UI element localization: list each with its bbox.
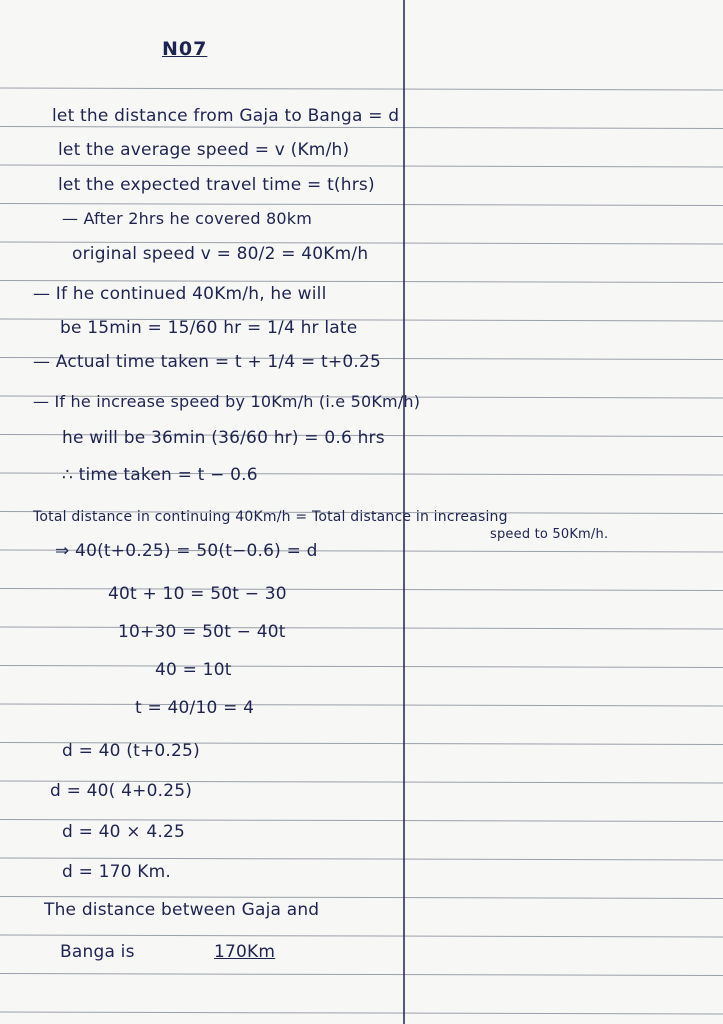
ruled-line (0, 974, 723, 976)
line-13: speed to 50Km/h. (490, 527, 609, 542)
ruled-line (0, 666, 723, 668)
ruled-line (0, 897, 723, 899)
ruled-line (0, 165, 723, 167)
ruled-line (0, 858, 723, 860)
line-11: ∴ time taken = t − 0.6 (62, 465, 258, 485)
line-19: d = 40 (t+0.25) (62, 741, 200, 761)
question-number: N07 (162, 38, 208, 60)
line-2: let the average speed = v (Km/h) (58, 140, 350, 160)
final-answer: 170Km (214, 942, 276, 962)
line-17: 40 = 10t (155, 660, 232, 680)
ruled-line (0, 704, 723, 706)
ruled-line (0, 627, 723, 629)
line-4: — After 2hrs he covered 80km (62, 209, 313, 228)
line-1: let the distance from Gaja to Banga = d (52, 106, 400, 126)
line-24: Banga is (60, 942, 135, 962)
line-6: — If he continued 40Km/h, he will (33, 284, 327, 304)
ruled-line (0, 204, 723, 206)
line-18: t = 40/10 = 4 (135, 698, 255, 718)
line-9: — If he increase speed by 10Km/h (i.e 50Km/h) (33, 392, 421, 411)
ruled-line (0, 281, 723, 283)
line-16: 10+30 = 50t − 40t (118, 622, 286, 642)
ruled-line (0, 1012, 723, 1014)
line-3: let the expected travel time = t(hrs) (58, 175, 375, 195)
line-12: Total distance in continuing 40Km/h = Total distance in increasing (33, 509, 508, 525)
line-5: original speed v = 80/2 = 40Km/h (72, 244, 369, 264)
line-20: d = 40( 4+0.25) (50, 781, 193, 801)
line-15: 40t + 10 = 50t − 30 (108, 584, 287, 604)
line-23: The distance between Gaja and (44, 900, 320, 920)
line-21: d = 40 × 4.25 (62, 822, 185, 842)
ruled-line (0, 935, 723, 937)
ruled-line (0, 127, 723, 129)
line-7: be 15min = 15/60 hr = 1/4 hr late (60, 318, 358, 338)
line-14: ⇒ 40(t+0.25) = 50(t−0.6) = d (55, 541, 318, 561)
line-22: d = 170 Km. (62, 862, 172, 882)
line-8: — Actual time taken = t + 1/4 = t+0.25 (33, 352, 381, 372)
line-10: he will be 36min (36/60 hr) = 0.6 hrs (62, 428, 385, 448)
ruled-line (0, 88, 723, 90)
